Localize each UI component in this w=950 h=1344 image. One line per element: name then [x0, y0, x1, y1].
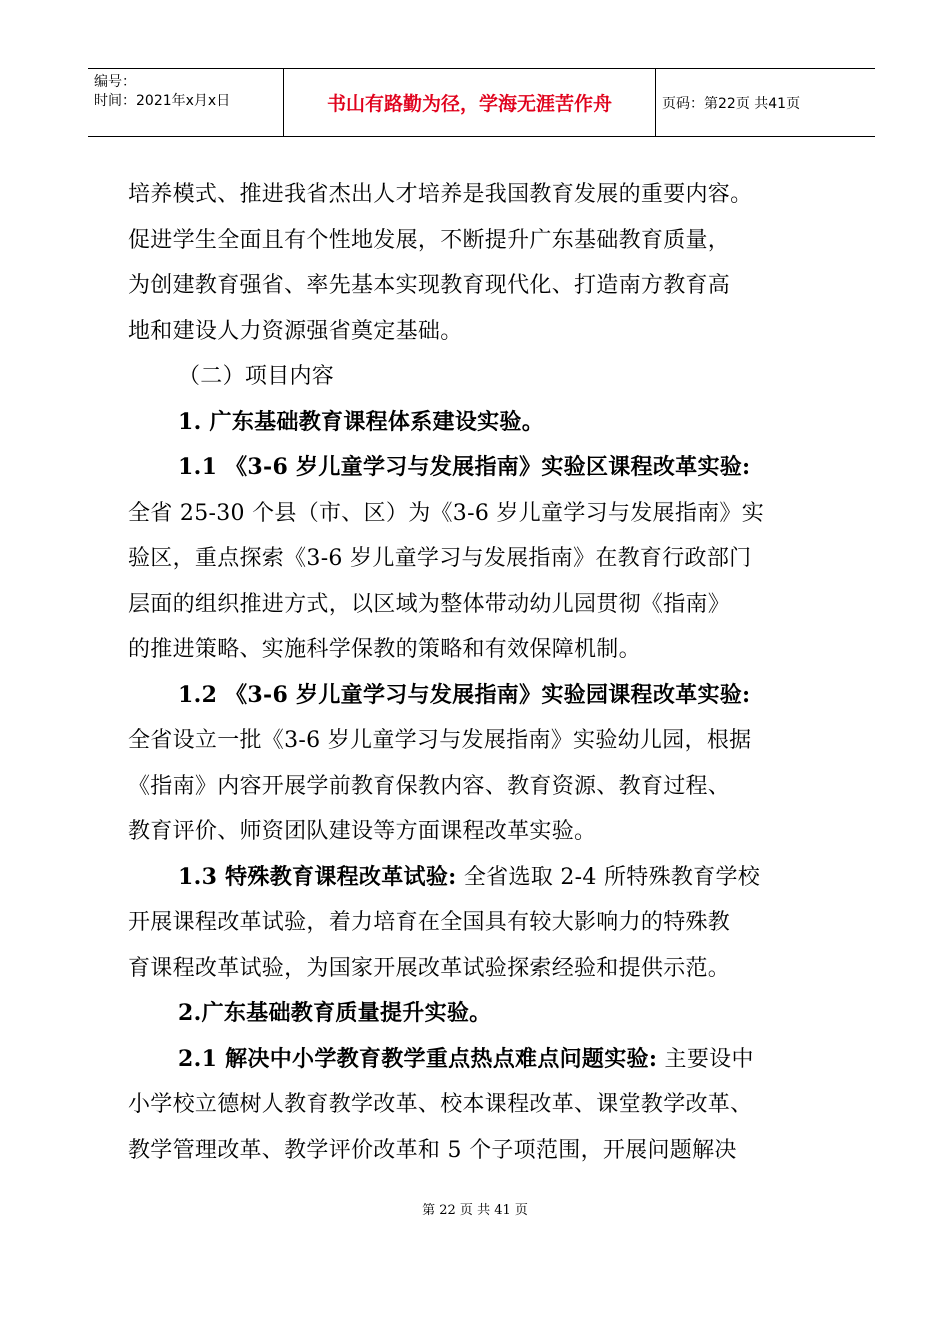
text-line: 全省 25-30 个县（市、区）为《3-6 岁儿童学习与发展指南》实: [128, 500, 765, 526]
text-line: 《指南》内容开展学前教育保教内容、教育资源、教育过程、: [128, 773, 731, 799]
document-body: [128, 172, 834, 1173]
paragraph-1-3-start: [128, 855, 834, 901]
text-line: 全省设立一批《3-6 岁儿童学习与发展指南》实验幼儿园，根据: [128, 728, 752, 753]
text-line: 育课程改革试验，为国家开展改革试验探索经验和提供示范。: [128, 955, 731, 981]
header-meta: [88, 69, 284, 136]
text-line: 地和建设人力资源强省奠定基础。: [128, 318, 463, 344]
text-line: 教学管理改革、教学评价改革和 5 个子项范围，开展问题解决: [128, 1137, 737, 1163]
text-line: 开展课程改革试验，着力培育在全国具有较大影响力的特殊教: [128, 910, 731, 935]
text-line: 层面的组织推进方式，以区域为整体带动幼儿园贯彻《指南》: [128, 591, 731, 617]
text-line: 为创建教育强省、率先基本实现教育现代化、打造南方教育高: [128, 273, 731, 298]
time-label: 时间：2021年x月x日: [94, 93, 231, 109]
text-line: 的推进策略、实施科学保教的策略和有效保障机制。: [128, 637, 641, 662]
text-line: 培养模式、推进我省杰出人才培养是我国教育发展的重要内容。: [128, 182, 753, 207]
number-label: 编号：: [94, 74, 136, 90]
heading-1-2: 1.2 《3-6 岁儿童学习与发展指南》实验园课程改革实验:: [178, 681, 751, 708]
section-heading: （二）项目内容: [178, 364, 335, 389]
page-footer: 第 22 页 共 41 页: [422, 1203, 528, 1218]
text-line: 小学校立德树人教育教学改革、校本课程改革、课堂教学改革、: [128, 1092, 753, 1117]
paragraph-2-1-start: [128, 1037, 834, 1083]
text-run: 主要设中: [657, 1046, 754, 1072]
heading-2-1: 2.1 解决中小学教育教学重点热点难点问题实验:: [178, 1045, 658, 1072]
text-line: 促进学生全面且有个性地发展，不断提升广东基础教育质量，: [128, 227, 731, 253]
heading-1: 1. 广东基础教育课程体系建设实验。: [178, 408, 545, 435]
text-line: 验区，重点探索《3-6 岁儿童学习与发展指南》在教育行政部门: [128, 546, 752, 571]
text-run: 全省选取 2-4 所特殊教育学校: [456, 864, 761, 890]
heading-1-3: 1.3 特殊教育课程改革试验:: [178, 863, 457, 890]
heading-1-1: 1.1 《3-6 岁儿童学习与发展指南》实验区课程改革实验:: [178, 454, 751, 480]
page-header: [88, 68, 875, 137]
text-line: 教育评价、师资团队建设等方面课程改革实验。: [128, 819, 597, 844]
header-page-info: 页码：第22页 共41页: [662, 95, 801, 112]
heading-2: 2.广东基础教育质量提升实验。: [178, 1000, 492, 1026]
header-motto: 书山有路勤为径，学海无涯苦作舟: [284, 69, 656, 136]
